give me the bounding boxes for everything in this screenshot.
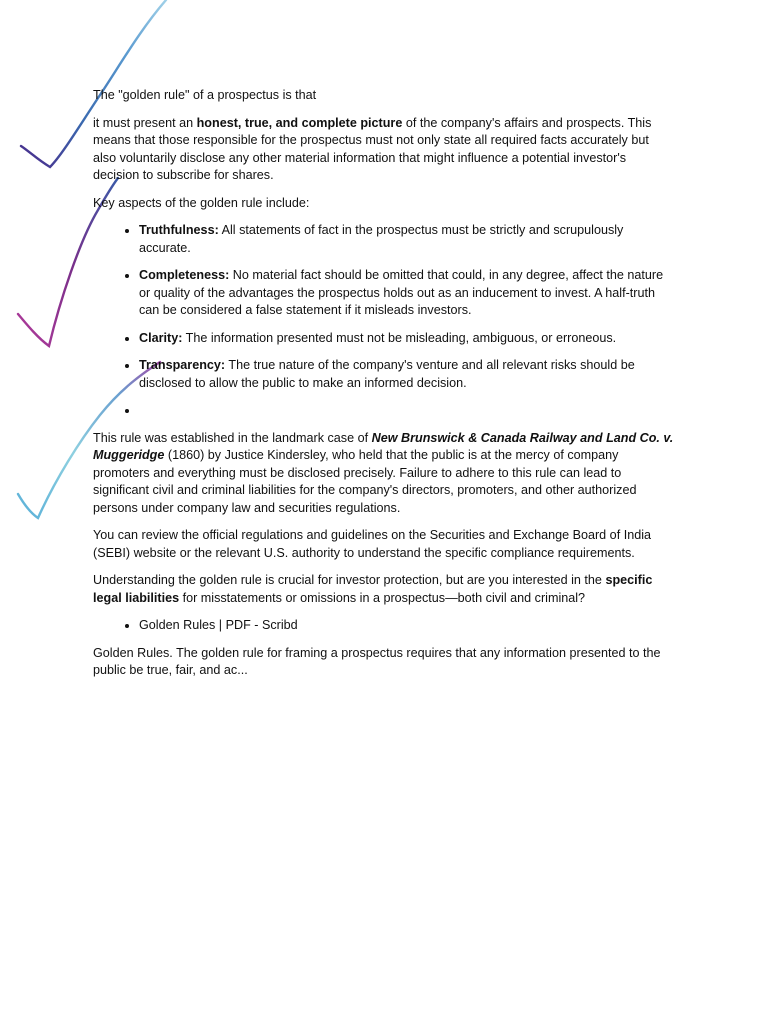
aspect-term: Completeness:: [139, 268, 230, 282]
p1-text-after: of the company's affairs and prospects. This means that those responsible for the prospectus must not only state all required facts accurately but also voluntarily disclose any other material information that might influence a potential investor's decision to subscribe for shares.: [93, 115, 652, 182]
list-item-completeness: [139, 267, 675, 320]
case-text-before: This rule was established in the landmark case of: [93, 430, 372, 445]
question-text-before: Understanding the golden rule is crucial for investor protection, but are you interested in the: [93, 573, 606, 587]
list-item-transparency: [139, 357, 675, 392]
list-item-empty: [139, 402, 675, 420]
paragraph-review: You can review the official regulations and guidelines on the Securities and Exchange Board of India (SEBI) website or the relevant U.S. authority to understand the specific compliance requirements.: [93, 528, 651, 560]
p1-bold-phrase: honest, true, and complete picture: [196, 115, 403, 130]
intro-line: The "golden rule" of a prospectus is that: [93, 88, 317, 102]
p1-text-before: it must present an: [93, 115, 197, 130]
question-bold-phrase: specific legal liabilities: [93, 573, 653, 605]
aspect-text: The true nature of the company's venture and all relevant risks should be disclosed to allow the public to make an informed decision.: [139, 358, 635, 390]
paragraph-case: [93, 430, 675, 518]
source-links-list: [93, 617, 675, 635]
aspect-term: Transparency:: [139, 358, 226, 372]
aspect-text: All statements of fact in the prospectus must be strictly and scrupulously accurate.: [139, 223, 624, 255]
aspect-term: Truthfulness:: [139, 223, 219, 237]
case-name: New Brunswick & Canada Railway and Land Co. v. Muggeridge: [93, 430, 674, 462]
aspect-text: The information presented must not be misleading, ambiguous, or erroneous.: [182, 330, 617, 345]
aspect-text: No material fact should be omitted that could, in any degree, affect the nature or quality of the advantages the prospectus holds out as an inducement to invest. A half-truth can be considered a false statement if it misleads investors.: [139, 268, 664, 317]
paragraph-question: [93, 572, 675, 607]
paragraph-golden-rule: [93, 115, 675, 185]
aspects-list: [93, 222, 675, 420]
list-item-clarity: [139, 330, 675, 348]
question-text-after: for misstatements or omissions in a prospectus—both civil and criminal?: [179, 590, 586, 605]
source-link-item[interactable]: • Golden Rules | PDF - Scribd: [139, 617, 675, 635]
aspects-heading: Key aspects of the golden rule include:: [93, 195, 310, 210]
aspect-term: Clarity:: [139, 330, 183, 345]
case-text-after: (1860) by Justice Kindersley, who held that the public is at the mercy of company promoters and everything must be disclosed precisely. Failure to adhere to this rule can lead to significant civil and criminal liabilities for the company's directors, promoters, and other authorized persons under company law and securities regulations.: [93, 448, 637, 515]
document-body: [93, 87, 675, 690]
source-snippet: Golden Rules. The golden rule for framing a prospectus requires that any information presented to the public be true, fair, and ac...: [93, 645, 661, 677]
list-item-truthfulness: [139, 222, 675, 257]
